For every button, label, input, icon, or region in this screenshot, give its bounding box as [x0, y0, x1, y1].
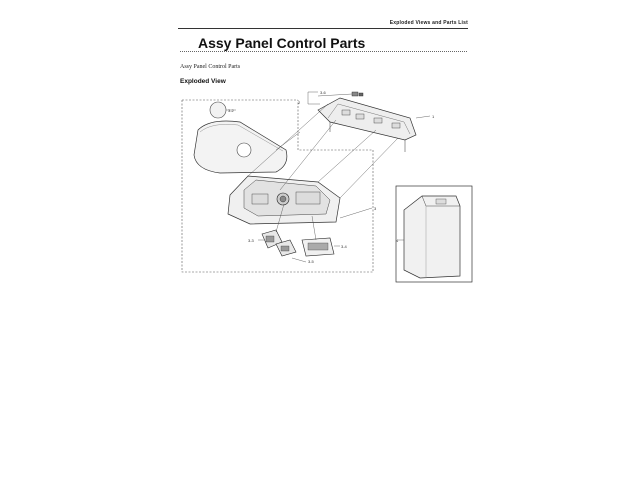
page-title: Assy Panel Control Parts	[198, 35, 366, 51]
part-display-module	[302, 238, 334, 256]
part-fastener	[352, 92, 363, 96]
part-control-panel	[228, 176, 340, 224]
section-heading: Exploded View	[180, 78, 226, 85]
callout-3: 3	[374, 206, 377, 211]
callout-3-4: 3-4	[341, 244, 347, 249]
callout-3-2: 3-2	[228, 108, 234, 113]
header-text: Exploded Views and Parts List	[389, 20, 468, 26]
callout-1: 1	[432, 114, 435, 119]
callout-2: 2	[298, 100, 301, 105]
part-4-box	[396, 186, 472, 282]
callout-4: 4	[396, 238, 399, 243]
callout-3-3: 3-3	[248, 238, 254, 243]
part-front-cover	[194, 121, 287, 173]
part-rear-housing	[318, 98, 416, 152]
page-subtitle: Assy Panel Control Parts	[180, 64, 241, 70]
callout-3-6: 3-6	[320, 90, 326, 95]
callout-3-5: 3-5	[308, 259, 314, 264]
